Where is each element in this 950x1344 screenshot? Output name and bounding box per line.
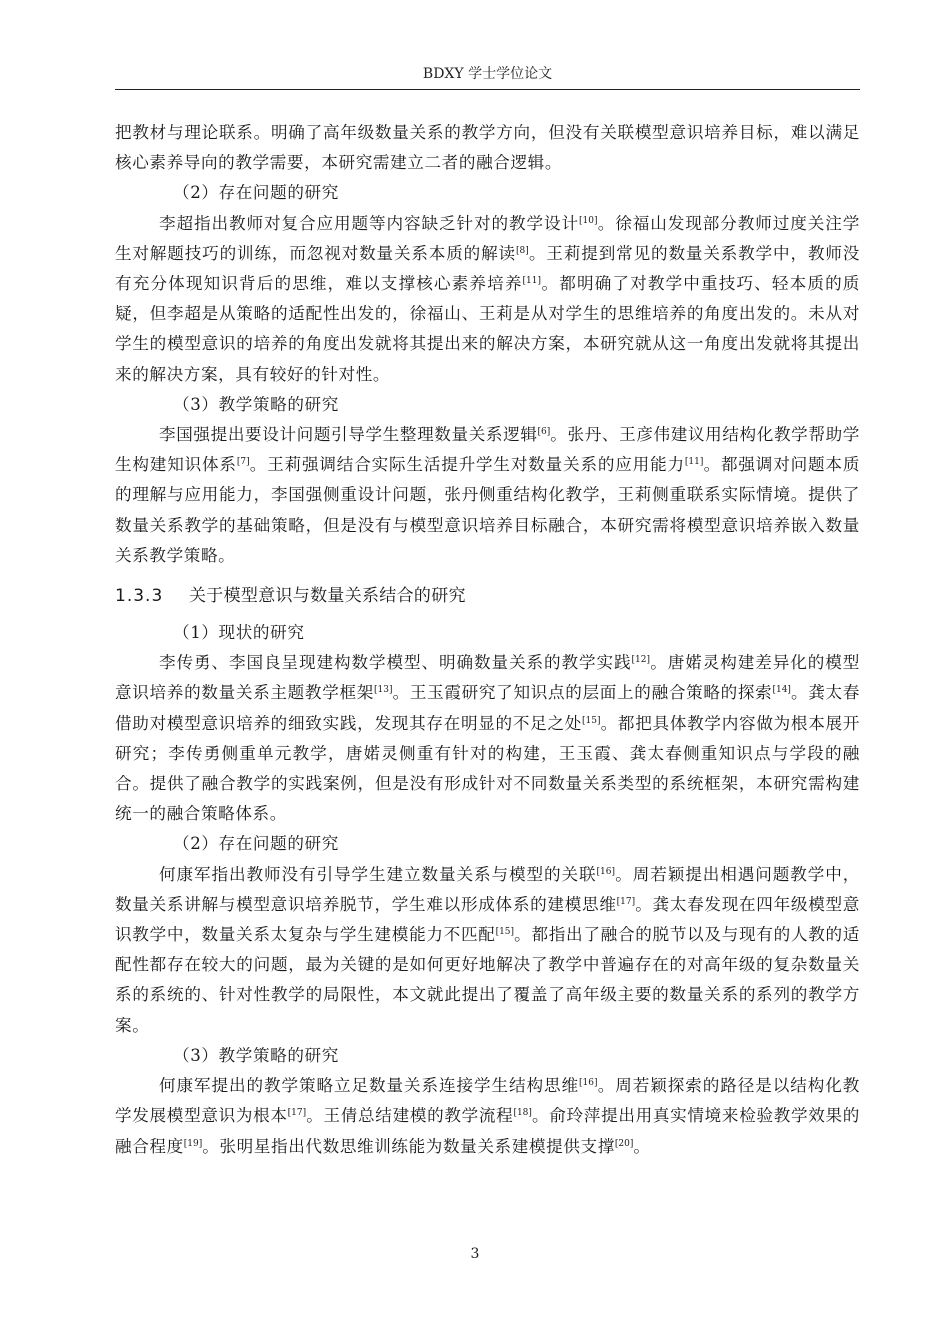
paragraph-text: 。王莉强调结合实际生活提升学生对数量关系的应用能力: [249, 455, 685, 475]
paragraph-text: 。张明星指出代数思维训练能为数量关系建模提供支撑: [202, 1136, 615, 1156]
citation: [10]: [579, 215, 598, 226]
paragraph: 把教材与理论联系。明确了高年级数量关系的教学方向，但没有关联模型意识培养目标，难以满足核心素养导向的教学需要，本研究需建立二者的融合逻辑。: [115, 123, 860, 173]
paragraph-text: 。王倩总结建模的教学流程: [306, 1106, 514, 1126]
subsection-label: （2）存在问题的研究: [173, 183, 339, 203]
running-header: BDXY 学士学位论文: [422, 66, 553, 82]
citation: [8]: [515, 245, 529, 256]
subsection-label: （2）存在问题的研究: [173, 834, 339, 854]
body-text: [115, 118, 860, 1162]
subsection-label: （3）教学策略的研究: [173, 394, 339, 414]
paragraph-text: 李超指出教师对复合应用题等内容缺乏针对的教学设计: [159, 213, 580, 233]
citation: [15]: [495, 927, 515, 938]
section-title: 关于模型意识与数量关系结合的研究: [189, 586, 466, 607]
paragraph-text: 。徐福山发现部分教师过度关注学生对解题技巧的训练，而忽视对数量关系本质的解读: [115, 213, 861, 263]
paragraph-text: 。都指出了融合的脱节以及与现有的人教的适配性都存在较大的问题，最为关键的是如何更好地解决了教学中普遍存在的对高年级的复杂数量关系的系统的、针对性教学的局限性，本文就此提出了覆盖了高年级主要的数量关系的系列的教学方案。: [115, 925, 861, 1035]
citation: [20]: [614, 1138, 634, 1149]
paragraph: [115, 1071, 860, 1162]
paragraph-text: 。张丹、王彦伟建议用结构化教学帮助学生构建知识体系: [115, 425, 860, 475]
paragraph-text: 。都明确了对教学中重技巧、轻本质的质疑，但李超是从策略的适配性出发的，徐福山、王莉是从对学生的思维培养的角度出发的。未从对学生的模型意识的培养的角度出发就将其提出来的解决方案，本研究就从这一角度出发就将其提出来的解决方案，具有较好的针对性。: [115, 274, 860, 384]
paragraph-text: 。俞玲萍提出用真实情境来检验教学效果的融合程度: [115, 1106, 860, 1156]
paragraph-text: 。王玉霞研究了知识点的层面上的融合策略的探索: [392, 683, 773, 703]
citation: [14]: [772, 685, 791, 696]
citation: [16]: [579, 1078, 598, 1089]
paragraph-text: 。唐婼灵构建差异化的模型意识培养的数量关系主题教学框架: [115, 653, 861, 703]
citation: [17]: [287, 1108, 307, 1119]
citation: [6]: [537, 427, 551, 438]
citation: [17]: [616, 896, 636, 907]
paragraph-text: 。都强调对问题本质的理解与应用能力，李国强侧重设计问题，张丹侧重结构化教学，王莉侧重联系实际情境。提供了数量关系教学的基础策略，但是没有与模型意识培养目标融合，本研究需将模型意识培养嵌入数量关系教学策略。: [115, 455, 861, 565]
paragraph: [115, 420, 860, 571]
citation: [15]: [582, 715, 601, 726]
paragraph-text: 。周若颖提出相遇问题教学中，数量关系讲解与模型意识培养脱节，学生难以形成体系的建模思维: [115, 864, 861, 914]
page-number: 3: [470, 1246, 480, 1262]
citation: [13]: [374, 685, 393, 696]
citation: [19]: [183, 1138, 203, 1149]
paragraph-text: 李国强提出要设计问题引导学生整理数量关系逻辑: [159, 425, 538, 445]
citation: [12]: [631, 655, 650, 666]
citation: [16]: [596, 866, 615, 877]
paragraph-text: 。: [633, 1136, 651, 1156]
citation: [18]: [513, 1108, 532, 1119]
paragraph: [115, 860, 860, 1041]
subsection-label: （3）教学策略的研究: [173, 1045, 339, 1065]
citation: [11]: [522, 276, 542, 287]
section-heading: [115, 581, 860, 611]
section-number: 1.3.3: [115, 586, 164, 607]
paragraph-text: 。周若颖探索的路径是以结构化教学发展模型意识为根本: [115, 1076, 861, 1126]
paragraph-text: 。王莉提到常见的数量关系教学中，教师没有充分体现知识背后的思维，难以支撑核心素养培养: [115, 243, 860, 294]
subsection-label: （1）现状的研究: [173, 623, 305, 643]
header-rule: [115, 89, 860, 90]
citation: [7]: [236, 457, 250, 468]
paragraph: [115, 648, 860, 829]
paragraph-text: 。都把具体教学内容做为根本展开研究；李传勇侧重单元教学，唐婼灵侧重有针对的构建，王玉霞、龚太春侧重知识点与学段的融合。提供了融合教学的实践案例，但是没有形成针对不同数量关系类型的系统框架，本研究需构建统一的融合策略体系。: [115, 713, 860, 824]
paragraph-text: 。龚太春发现在四年级模型意识教学中，数量关系太复杂与学生建模能力不匹配: [115, 894, 860, 945]
paragraph: [115, 209, 860, 390]
paragraph-text: 李传勇、李国良呈现建构数学模型、明确数量关系的教学实践: [159, 653, 632, 673]
paragraph-text: 。龚太春借助对模型意识培养的细致实践，发现其存在明显的不足之处: [115, 683, 861, 733]
citation: [11]: [684, 457, 704, 468]
paragraph-text: 何康军指出教师没有引导学生建立数量关系与模型的关联: [159, 864, 597, 884]
paragraph-text: 何康军提出的教学策略立足数量关系连接学生结构思维: [159, 1076, 580, 1096]
